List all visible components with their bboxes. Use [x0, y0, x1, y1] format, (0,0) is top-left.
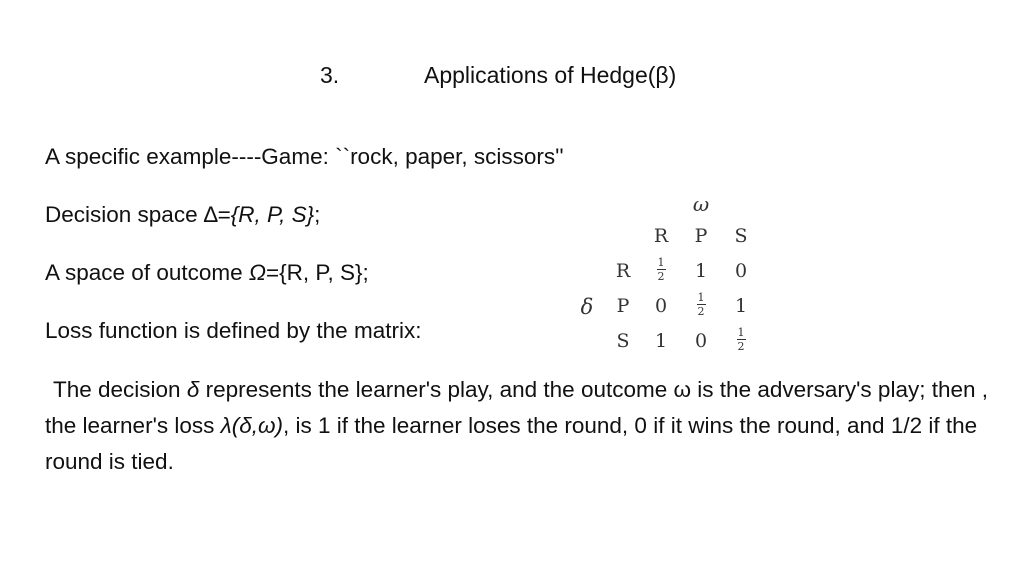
outcome-prefix: A space of outcome: [45, 260, 249, 285]
matrix-cell-half: [649, 257, 673, 282]
matrix-cell: 0: [654, 295, 668, 317]
paragraph-delta: δ: [186, 377, 200, 402]
section-title: Applications of Hedge(β): [424, 62, 677, 88]
fraction-numerator: 1: [657, 256, 665, 269]
outcome-space-line: [45, 260, 369, 286]
loss-function-line: Loss function is defined by the matrix:: [45, 318, 422, 343]
matrix-row-header: R: [615, 260, 631, 282]
matrix-cell: 1: [734, 295, 748, 317]
fraction-numerator: 1: [697, 291, 705, 304]
decision-space-line: [45, 202, 320, 228]
fraction-denominator: 2: [737, 340, 745, 353]
fraction-denominator: 2: [657, 270, 665, 283]
matrix-cell: 0: [734, 260, 748, 282]
slide-title: [0, 62, 1024, 96]
paragraph-part-b: represents the learner's play, and the outcome ω is the adversary's play; then , the learner's loss: [45, 377, 988, 438]
matrix-col-header: P: [694, 225, 708, 247]
matrix-row-header: S: [616, 330, 630, 352]
section-number: 3.: [320, 62, 340, 88]
matrix-cell: 1: [694, 260, 708, 282]
decision-prefix: Decision space: [45, 202, 204, 227]
matrix-cell-half: [689, 292, 713, 317]
matrix-row-header: P: [616, 295, 630, 317]
paragraph-lambda: λ(δ,ω): [220, 413, 283, 438]
example-line: A specific example----Game: ``rock, paper, scissors'': [45, 144, 564, 169]
decision-suffix: ;: [314, 202, 321, 227]
matrix-col-header: S: [734, 225, 748, 247]
matrix-col-header: R: [653, 225, 669, 247]
loss-matrix: [575, 192, 765, 362]
fraction-numerator: 1: [737, 326, 745, 339]
paragraph-part-a: The decision: [53, 377, 187, 402]
explanation-paragraph: [45, 372, 995, 480]
outcome-set: ={R, P, S};: [266, 260, 369, 285]
decision-set: {R, P, S}: [230, 202, 315, 227]
matrix-cell: 1: [654, 330, 668, 352]
matrix-cell-half: [729, 327, 753, 352]
omega-symbol: Ω: [248, 260, 266, 285]
paragraph-part-c: , is 1 if the learner loses the round, 0 if it wins the round, and 1/2 if the round is tied.: [45, 413, 978, 474]
matrix-cell: 0: [694, 330, 708, 352]
delta-set-symbol: ∆=: [203, 202, 231, 227]
matrix-col-symbol: ω: [692, 192, 710, 216]
fraction-denominator: 2: [697, 305, 705, 318]
matrix-row-symbol: δ: [580, 295, 594, 319]
